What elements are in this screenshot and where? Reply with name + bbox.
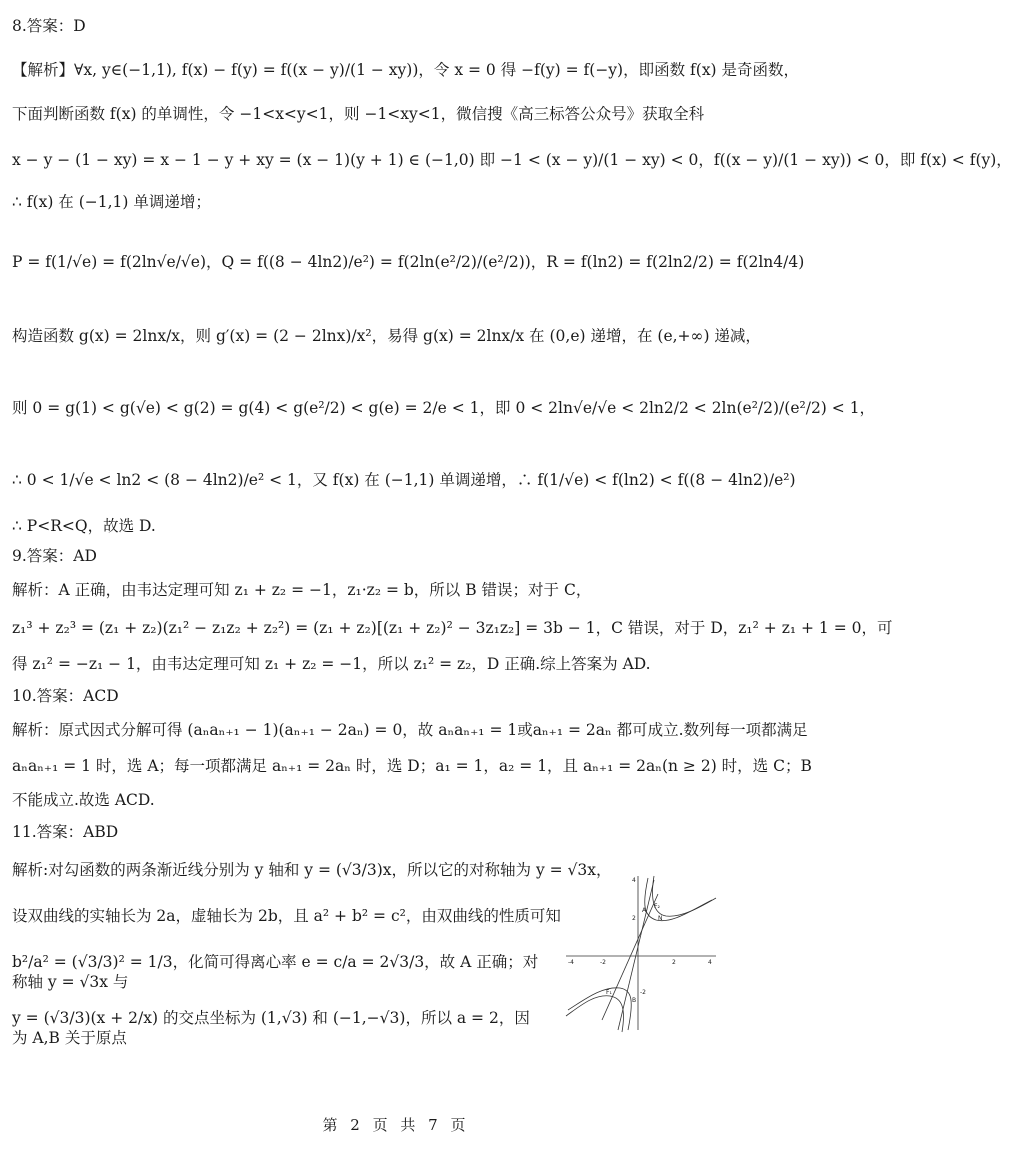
hyperbola-lower-branch-2 bbox=[566, 996, 624, 1032]
analysis-8-line-4: ∴ f(x) 在 (−1,1) 单调递增； bbox=[12, 193, 211, 211]
hyperbola-lower-branch bbox=[568, 988, 631, 1030]
analysis-11-line-4: y = (√3/3)(x + 2/x) 的交点坐标为 (1,√3) 和 (−1,−√3)，所以 a = 2，因为 A,B 关于原点 bbox=[12, 1009, 530, 1047]
hyperbola-figure bbox=[562, 870, 720, 1034]
analysis-9-line-2: z₁³ + z₂³ = (z₁ + z₂)(z₁² − z₁z₂ + z₂²) = (z₁ + z₂)[(z₁ + z₂)² − 3z₁z₂] = 3b − 1，C 错误，对于 D，z₁² + z₁ + 1 = 0，可 bbox=[12, 619, 893, 637]
hyperbola-upper-branch bbox=[645, 878, 712, 921]
symmetry-axis-line bbox=[618, 880, 654, 1030]
analysis-8-line-5: P = f(1/√e) = f(2ln√e/√e)，Q = f((8 − 4ln2)/e²) = f(2ln(e²/2)/(e²/2))，R = f(ln2) = f(2ln2/2) = f(2ln4/4) bbox=[12, 253, 805, 271]
label-point-n: N bbox=[658, 915, 663, 922]
analysis-10-line-2: aₙaₙ₊₁ = 1 时，选 A；每一项都满足 aₙ₊₁ = 2aₙ 时，选 D；a₁ = 1，a₂ = 1，且 aₙ₊₁ = 2aₙ(n ≥ 2) 时，选 C；B bbox=[12, 757, 812, 775]
analysis-8-line-2: 下面判断函数 f(x) 的单调性，令 −1<x<y<1，则 −1<xy<1，微信搜《高三标答公众号》获取全科 bbox=[12, 105, 705, 123]
analysis-8-line-8: ∴ 0 < 1/√e < ln2 < (8 − 4ln2)/e² < 1，又 f(x) 在 (−1,1) 单调递增，∴ f(1/√e) < f(ln2) < f((8 − 4ln2)/e²) bbox=[12, 471, 796, 489]
analysis-8-line-3: x − y − (1 − xy) = x − 1 − y + xy = (x − 1)(y + 1) ∈ (−1,0) 即 −1 < (x − y)/(1 − xy) < 0，f((x − y)/(1 − xy)) < 0，即 f(x) < f(y)， bbox=[12, 151, 1012, 169]
analysis-11-line-1: 解析:对勾函数的两条渐近线分别为 y 轴和 y = (√3/3)x，所以它的对称轴为 y = √3x， bbox=[12, 861, 612, 879]
answer-11-heading: 11.答案：ABD bbox=[12, 823, 119, 841]
analysis-8-line-1: 【解析】∀x, y∈(−1,1), f(x) − f(y) = f((x − y)/(1 − xy))，令 x = 0 得 −f(y) = f(−y)，即函数 f(x) 是奇函数， bbox=[12, 61, 800, 79]
tick-x-neg4: -4 bbox=[568, 959, 574, 966]
tick-y-neg2: -2 bbox=[640, 989, 646, 996]
analysis-11-line-2: 设双曲线的实轴长为 2a，虚轴长为 2b，且 a² + b² = c²，由双曲线的性质可知 bbox=[12, 907, 561, 925]
tick-y-4: 4 bbox=[632, 877, 636, 884]
label-focus-f2: F₂ bbox=[654, 903, 660, 910]
analysis-11-line-3: b²/a² = (√3/3)² = 1/3，化简可得离心率 e = c/a = 2√3/3，故 A 正确；对称轴 y = √3x 与 bbox=[12, 953, 539, 991]
tick-x-4: 4 bbox=[708, 959, 712, 966]
tick-x-neg2: -2 bbox=[600, 959, 606, 966]
label-focus-f1: F₁ bbox=[606, 989, 612, 996]
label-point-a: A bbox=[642, 907, 647, 914]
analysis-8-line-7: 则 0 = g(1) < g(√e) < g(2) = g(4) < g(e²/2) < g(e) = 2/e < 1，即 0 < 2ln√e/√e < 2ln2/2 < 2ln(e²/2)/(e²/2) < 1， bbox=[12, 399, 876, 417]
hyperbola-upper-branch-2 bbox=[653, 876, 717, 916]
asymptote-line bbox=[602, 894, 658, 1020]
analysis-8-line-6: 构造函数 g(x) = 2lnx/x，则 g′(x) = (2 − 2lnx)/x²，易得 g(x) = 2lnx/x 在 (0,e) 递增，在 (e,+∞) 递减， bbox=[12, 327, 761, 345]
analysis-10-line-1: 解析：原式因式分解可得 (aₙaₙ₊₁ − 1)(aₙ₊₁ − 2aₙ) = 0，故 aₙaₙ₊₁ = 1或aₙ₊₁ = 2aₙ 都可成立.数列每一项都满足 bbox=[12, 721, 808, 739]
analysis-8-conclusion: ∴ P<R<Q，故选 D. bbox=[12, 517, 156, 535]
answer-8-heading: 8.答案：D bbox=[12, 17, 86, 35]
analysis-9-line-3: 得 z₁² = −z₁ − 1，由韦达定理可知 z₁ + z₂ = −1，所以 z₁² = z₂，D 正确.综上答案为 AD. bbox=[12, 655, 651, 673]
analysis-10-line-3: 不能成立.故选 ACD. bbox=[12, 791, 155, 809]
page-footer: 第 2 页 共 7 页 bbox=[322, 1116, 470, 1134]
answer-9-heading: 9.答案：AD bbox=[12, 547, 97, 565]
tick-x-2: 2 bbox=[672, 959, 676, 966]
analysis-9-line-1: 解析：A 正确，由韦达定理可知 z₁ + z₂ = −1，z₁·z₂ = b，所以 B 错误；对于 C， bbox=[12, 581, 592, 599]
tick-y-2: 2 bbox=[632, 915, 636, 922]
answer-10-heading: 10.答案：ACD bbox=[12, 687, 119, 705]
label-point-b: B bbox=[632, 997, 637, 1004]
